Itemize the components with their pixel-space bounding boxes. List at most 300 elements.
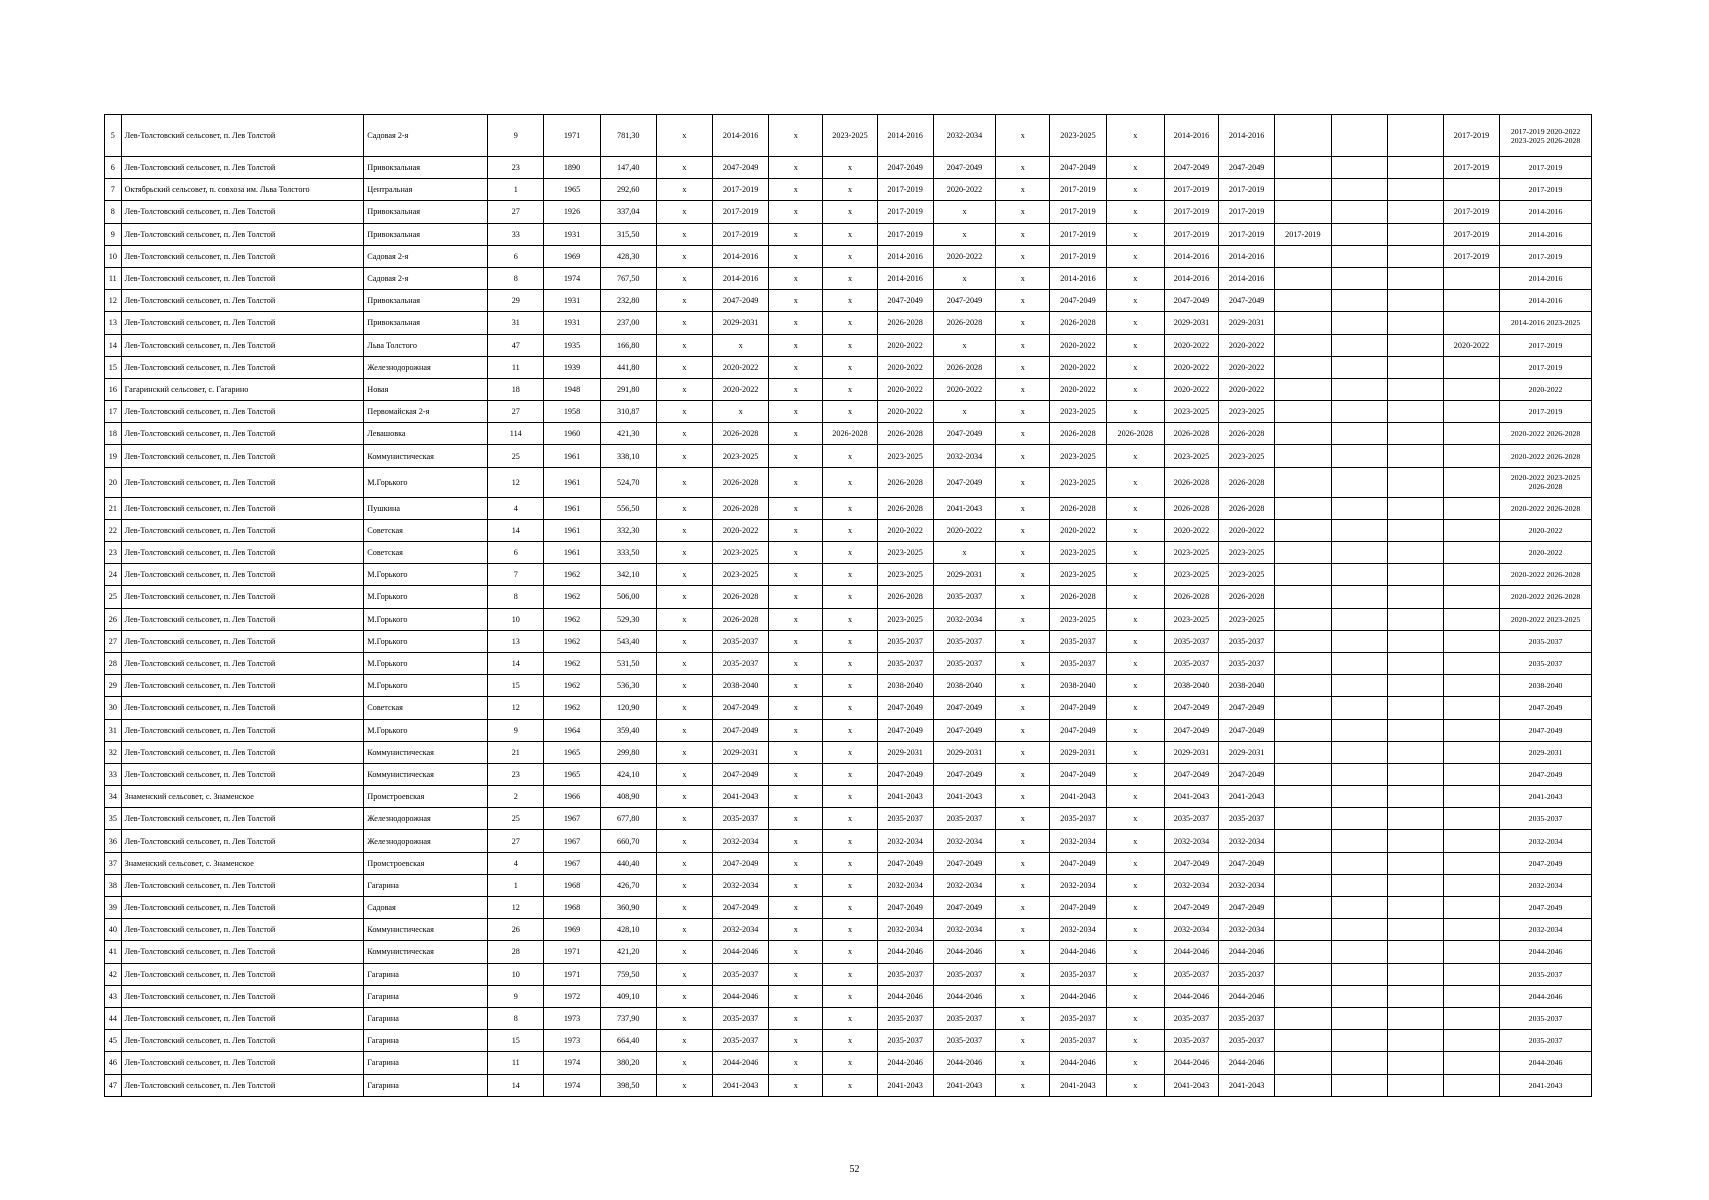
work-m-cell [1331, 963, 1387, 985]
work-n-cell [1387, 223, 1443, 245]
street-cell: Гагарина [364, 963, 488, 985]
work-i-cell: x [1106, 519, 1164, 541]
work-l-cell [1275, 652, 1331, 674]
house-number-cell: 7 [488, 564, 544, 586]
street-cell: М.Горького [364, 564, 488, 586]
work-o-cell [1443, 985, 1499, 1007]
work-i-cell: x [1106, 741, 1164, 763]
area-cell: 536,30 [600, 675, 656, 697]
table-row [105, 267, 1592, 289]
work-k-cell: 2029-2031 [1219, 312, 1275, 334]
work-i-cell: x [1106, 445, 1164, 467]
work-d-cell: x [823, 786, 877, 808]
work-i-cell: x [1106, 830, 1164, 852]
work-b-cell: 2023-2025 [713, 445, 769, 467]
work-e-cell: 2023-2025 [877, 564, 933, 586]
table-row [105, 852, 1592, 874]
work-o-cell [1443, 763, 1499, 785]
work-e-cell: 2017-2019 [877, 179, 933, 201]
work-n-cell [1387, 741, 1443, 763]
work-j-cell: 2023-2025 [1164, 542, 1218, 564]
work-i-cell: x [1106, 312, 1164, 334]
street-cell: Советская [364, 697, 488, 719]
table-row [105, 652, 1592, 674]
settlement-cell: Лев-Толстовский сельсовет, п. Лев Толстой [121, 741, 364, 763]
work-m-cell [1331, 675, 1387, 697]
work-c-cell: x [769, 608, 823, 630]
work-b-cell: 2026-2028 [713, 497, 769, 519]
work-j-cell: 2032-2034 [1164, 830, 1218, 852]
work-f-cell: x [933, 334, 995, 356]
work-c-cell: x [769, 312, 823, 334]
work-m-cell [1331, 267, 1387, 289]
area-cell: 409,10 [600, 985, 656, 1007]
area-cell: 677,80 [600, 808, 656, 830]
work-e-cell: 2014-2016 [877, 245, 933, 267]
work-h-cell: 2023-2025 [1050, 115, 1106, 157]
row-number-cell: 45 [105, 1030, 122, 1052]
work-g-cell: x [996, 963, 1050, 985]
work-k-cell: 2041-2043 [1219, 786, 1275, 808]
work-o-cell [1443, 874, 1499, 896]
work-n-cell [1387, 497, 1443, 519]
year-built-cell: 1960 [544, 423, 600, 445]
work-i-cell: x [1106, 941, 1164, 963]
work-h-cell: 2020-2022 [1050, 334, 1106, 356]
work-b-cell: 2017-2019 [713, 201, 769, 223]
work-k-cell: 2047-2049 [1219, 157, 1275, 179]
work-a-cell: x [656, 312, 712, 334]
work-f-cell: 2041-2043 [933, 497, 995, 519]
work-c-cell: x [769, 564, 823, 586]
work-i-cell: x [1106, 652, 1164, 674]
street-cell: Советская [364, 542, 488, 564]
work-l-cell [1275, 897, 1331, 919]
table-row [105, 356, 1592, 378]
work-n-cell [1387, 697, 1443, 719]
work-o-cell [1443, 919, 1499, 941]
work-e-cell: 2026-2028 [877, 586, 933, 608]
settlement-cell: Лев-Толстовский сельсовет, п. Лев Толстой [121, 1074, 364, 1096]
work-c-cell: x [769, 808, 823, 830]
work-o-cell [1443, 1030, 1499, 1052]
work-c-cell: x [769, 290, 823, 312]
work-g-cell: x [996, 115, 1050, 157]
work-m-cell [1331, 941, 1387, 963]
work-i-cell: x [1106, 786, 1164, 808]
settlement-cell: Лев-Толстовский сельсовет, п. Лев Толстой [121, 1030, 364, 1052]
table-row [105, 719, 1592, 741]
final-period-cell: 2017-2019 [1500, 157, 1592, 179]
table-row [105, 157, 1592, 179]
area-cell: 426,70 [600, 874, 656, 896]
work-m-cell [1331, 378, 1387, 400]
work-d-cell: x [823, 334, 877, 356]
work-f-cell: 2044-2046 [933, 985, 995, 1007]
work-n-cell [1387, 467, 1443, 497]
work-b-cell: 2014-2016 [713, 245, 769, 267]
work-e-cell: 2026-2028 [877, 423, 933, 445]
work-b-cell: 2017-2019 [713, 179, 769, 201]
work-e-cell: 2047-2049 [877, 719, 933, 741]
work-f-cell: x [933, 542, 995, 564]
work-c-cell: x [769, 1052, 823, 1074]
work-i-cell: x [1106, 157, 1164, 179]
year-built-cell: 1965 [544, 763, 600, 785]
work-i-cell: x [1106, 564, 1164, 586]
settlement-cell: Лев-Толстовский сельсовет, п. Лев Толстой [121, 401, 364, 423]
final-period-cell: 2017-2019 [1500, 334, 1592, 356]
work-j-cell: 2014-2016 [1164, 115, 1218, 157]
work-o-cell [1443, 941, 1499, 963]
street-cell: Коммунистическая [364, 919, 488, 941]
area-cell: 291,80 [600, 378, 656, 400]
table-row [105, 941, 1592, 963]
work-d-cell: x [823, 542, 877, 564]
work-a-cell: x [656, 445, 712, 467]
area-cell: 237,00 [600, 312, 656, 334]
work-a-cell: x [656, 985, 712, 1007]
work-n-cell [1387, 179, 1443, 201]
work-b-cell: x [713, 401, 769, 423]
work-e-cell: 2029-2031 [877, 741, 933, 763]
work-o-cell [1443, 697, 1499, 719]
row-number-cell: 25 [105, 586, 122, 608]
house-number-cell: 31 [488, 312, 544, 334]
work-j-cell: 2044-2046 [1164, 941, 1218, 963]
work-e-cell: 2023-2025 [877, 445, 933, 467]
work-f-cell: 2032-2034 [933, 830, 995, 852]
year-built-cell: 1965 [544, 741, 600, 763]
house-number-cell: 47 [488, 334, 544, 356]
work-a-cell: x [656, 542, 712, 564]
work-a-cell: x [656, 356, 712, 378]
work-g-cell: x [996, 179, 1050, 201]
work-l-cell [1275, 290, 1331, 312]
work-d-cell: x [823, 985, 877, 1007]
settlement-cell: Лев-Толстовский сельсовет, п. Лев Толстой [121, 630, 364, 652]
work-a-cell: x [656, 763, 712, 785]
work-h-cell: 2032-2034 [1050, 919, 1106, 941]
work-a-cell: x [656, 1030, 712, 1052]
year-built-cell: 1958 [544, 401, 600, 423]
work-m-cell [1331, 652, 1387, 674]
work-m-cell [1331, 564, 1387, 586]
table-row [105, 245, 1592, 267]
year-built-cell: 1890 [544, 157, 600, 179]
year-built-cell: 1968 [544, 874, 600, 896]
work-o-cell [1443, 719, 1499, 741]
work-e-cell: 2047-2049 [877, 852, 933, 874]
work-o-cell [1443, 586, 1499, 608]
work-i-cell: x [1106, 179, 1164, 201]
work-g-cell: x [996, 985, 1050, 1007]
work-l-cell [1275, 267, 1331, 289]
work-a-cell: x [656, 897, 712, 919]
work-m-cell [1331, 356, 1387, 378]
street-cell: Гагарина [364, 1074, 488, 1096]
work-g-cell: x [996, 245, 1050, 267]
work-c-cell: x [769, 423, 823, 445]
work-k-cell: 2044-2046 [1219, 941, 1275, 963]
work-i-cell: x [1106, 245, 1164, 267]
area-cell: 333,50 [600, 542, 656, 564]
year-built-cell: 1961 [544, 519, 600, 541]
work-d-cell: x [823, 201, 877, 223]
settlement-cell: Лев-Толстовский сельсовет, п. Лев Толстой [121, 334, 364, 356]
work-l-cell [1275, 157, 1331, 179]
work-m-cell [1331, 334, 1387, 356]
house-number-cell: 28 [488, 941, 544, 963]
work-j-cell: 2041-2043 [1164, 1074, 1218, 1096]
street-cell: Центральная [364, 179, 488, 201]
work-g-cell: x [996, 1007, 1050, 1029]
work-a-cell: x [656, 1074, 712, 1096]
work-n-cell [1387, 586, 1443, 608]
settlement-cell: Лев-Толстовский сельсовет, п. Лев Толстой [121, 267, 364, 289]
work-c-cell: x [769, 652, 823, 674]
work-a-cell: x [656, 874, 712, 896]
settlement-cell: Лев-Толстовский сельсовет, п. Лев Толстой [121, 608, 364, 630]
work-n-cell [1387, 519, 1443, 541]
work-k-cell: 2038-2040 [1219, 675, 1275, 697]
street-cell: М.Горького [364, 652, 488, 674]
final-period-cell: 2038-2040 [1500, 675, 1592, 697]
final-period-cell: 2032-2034 [1500, 919, 1592, 941]
table-row [105, 497, 1592, 519]
work-c-cell: x [769, 1007, 823, 1029]
street-cell: М.Горького [364, 586, 488, 608]
work-i-cell: x [1106, 1052, 1164, 1074]
work-k-cell: 2023-2025 [1219, 445, 1275, 467]
street-cell: Привокзальная [364, 290, 488, 312]
work-a-cell: x [656, 741, 712, 763]
work-k-cell: 2032-2034 [1219, 919, 1275, 941]
table-row [105, 401, 1592, 423]
house-number-cell: 11 [488, 356, 544, 378]
work-k-cell: 2035-2037 [1219, 1007, 1275, 1029]
work-n-cell [1387, 719, 1443, 741]
year-built-cell: 1961 [544, 542, 600, 564]
work-j-cell: 2017-2019 [1164, 201, 1218, 223]
area-cell: 759,50 [600, 963, 656, 985]
work-o-cell [1443, 378, 1499, 400]
work-l-cell [1275, 719, 1331, 741]
area-cell: 380,20 [600, 1052, 656, 1074]
work-a-cell: x [656, 115, 712, 157]
settlement-cell: Лев-Толстовский сельсовет, п. Лев Толстой [121, 586, 364, 608]
table-row [105, 423, 1592, 445]
work-n-cell [1387, 808, 1443, 830]
work-g-cell: x [996, 675, 1050, 697]
settlement-cell: Лев-Толстовский сельсовет, п. Лев Толстой [121, 519, 364, 541]
work-k-cell: 2035-2037 [1219, 630, 1275, 652]
work-c-cell: x [769, 334, 823, 356]
house-number-cell: 10 [488, 963, 544, 985]
work-i-cell: x [1106, 586, 1164, 608]
work-k-cell: 2023-2025 [1219, 542, 1275, 564]
work-e-cell: 2044-2046 [877, 1052, 933, 1074]
work-d-cell: 2026-2028 [823, 423, 877, 445]
work-c-cell: x [769, 245, 823, 267]
work-m-cell [1331, 1052, 1387, 1074]
table-row [105, 290, 1592, 312]
house-number-cell: 114 [488, 423, 544, 445]
table-row [105, 786, 1592, 808]
work-c-cell: x [769, 201, 823, 223]
row-number-cell: 17 [105, 401, 122, 423]
year-built-cell: 1962 [544, 608, 600, 630]
work-k-cell: 2017-2019 [1219, 179, 1275, 201]
year-built-cell: 1973 [544, 1007, 600, 1029]
work-e-cell: 2047-2049 [877, 697, 933, 719]
work-i-cell: 2026-2028 [1106, 423, 1164, 445]
work-j-cell: 2029-2031 [1164, 312, 1218, 334]
work-l-cell [1275, 401, 1331, 423]
work-k-cell: 2029-2031 [1219, 741, 1275, 763]
work-f-cell: 2020-2022 [933, 245, 995, 267]
work-f-cell: x [933, 401, 995, 423]
work-n-cell [1387, 378, 1443, 400]
work-h-cell: 2017-2019 [1050, 179, 1106, 201]
work-a-cell: x [656, 608, 712, 630]
work-o-cell: 2017-2019 [1443, 115, 1499, 157]
work-e-cell: 2044-2046 [877, 941, 933, 963]
work-f-cell: 2032-2034 [933, 919, 995, 941]
work-j-cell: 2041-2043 [1164, 786, 1218, 808]
year-built-cell: 1962 [544, 697, 600, 719]
work-d-cell: x [823, 356, 877, 378]
work-o-cell [1443, 1007, 1499, 1029]
work-j-cell: 2047-2049 [1164, 897, 1218, 919]
work-o-cell [1443, 519, 1499, 541]
work-f-cell: 2032-2034 [933, 115, 995, 157]
table-row [105, 519, 1592, 541]
street-cell: Гагарина [364, 874, 488, 896]
work-o-cell: 2017-2019 [1443, 245, 1499, 267]
work-b-cell: 2044-2046 [713, 941, 769, 963]
work-e-cell: 2047-2049 [877, 763, 933, 785]
work-f-cell: 2047-2049 [933, 697, 995, 719]
work-h-cell: 2017-2019 [1050, 223, 1106, 245]
work-d-cell: x [823, 919, 877, 941]
row-number-cell: 47 [105, 1074, 122, 1096]
table-row [105, 312, 1592, 334]
area-cell: 440,40 [600, 852, 656, 874]
year-built-cell: 1962 [544, 652, 600, 674]
year-built-cell: 1968 [544, 897, 600, 919]
work-i-cell: x [1106, 115, 1164, 157]
final-period-cell: 2035-2037 [1500, 652, 1592, 674]
area-cell: 506,00 [600, 586, 656, 608]
work-e-cell: 2020-2022 [877, 401, 933, 423]
work-g-cell: x [996, 719, 1050, 741]
year-built-cell: 1972 [544, 985, 600, 1007]
work-d-cell: x [823, 1074, 877, 1096]
year-built-cell: 1971 [544, 963, 600, 985]
work-i-cell: x [1106, 267, 1164, 289]
final-period-cell: 2035-2037 [1500, 1007, 1592, 1029]
work-d-cell: x [823, 963, 877, 985]
work-n-cell [1387, 919, 1443, 941]
work-i-cell: x [1106, 290, 1164, 312]
work-f-cell: 2029-2031 [933, 564, 995, 586]
street-cell: Первомайская 2-я [364, 401, 488, 423]
work-i-cell: x [1106, 401, 1164, 423]
work-c-cell: x [769, 675, 823, 697]
final-period-cell: 2044-2046 [1500, 941, 1592, 963]
work-n-cell [1387, 1030, 1443, 1052]
table-row [105, 179, 1592, 201]
work-f-cell: 2047-2049 [933, 157, 995, 179]
work-c-cell: x [769, 267, 823, 289]
work-o-cell [1443, 608, 1499, 630]
table-row [105, 630, 1592, 652]
house-number-cell: 10 [488, 608, 544, 630]
work-b-cell: 2020-2022 [713, 378, 769, 400]
work-j-cell: 2026-2028 [1164, 423, 1218, 445]
work-m-cell [1331, 423, 1387, 445]
work-n-cell [1387, 445, 1443, 467]
work-i-cell: x [1106, 874, 1164, 896]
work-c-cell: x [769, 586, 823, 608]
house-number-cell: 18 [488, 378, 544, 400]
work-j-cell: 2026-2028 [1164, 467, 1218, 497]
work-l-cell [1275, 245, 1331, 267]
work-l-cell [1275, 1007, 1331, 1029]
work-e-cell: 2035-2037 [877, 1030, 933, 1052]
work-d-cell: x [823, 763, 877, 785]
work-d-cell: 2023-2025 [823, 115, 877, 157]
work-b-cell: 2038-2040 [713, 675, 769, 697]
work-i-cell: x [1106, 985, 1164, 1007]
work-j-cell: 2047-2049 [1164, 719, 1218, 741]
work-j-cell: 2032-2034 [1164, 919, 1218, 941]
year-built-cell: 1931 [544, 312, 600, 334]
work-i-cell: x [1106, 697, 1164, 719]
work-k-cell: 2020-2022 [1219, 378, 1275, 400]
area-cell: 337,04 [600, 201, 656, 223]
street-cell: М.Горького [364, 675, 488, 697]
work-m-cell [1331, 467, 1387, 497]
settlement-cell: Лев-Толстовский сельсовет, п. Лев Толстой [121, 897, 364, 919]
work-h-cell: 2026-2028 [1050, 586, 1106, 608]
work-o-cell [1443, 675, 1499, 697]
settlement-cell: Знаменский сельсовет, с. Знаменское [121, 852, 364, 874]
area-cell: 332,30 [600, 519, 656, 541]
work-j-cell: 2035-2037 [1164, 1007, 1218, 1029]
work-g-cell: x [996, 697, 1050, 719]
work-n-cell [1387, 652, 1443, 674]
area-cell: 342,10 [600, 564, 656, 586]
work-d-cell: x [823, 445, 877, 467]
final-period-cell: 2020-2022 2026-2028 [1500, 497, 1592, 519]
house-number-cell: 25 [488, 808, 544, 830]
work-c-cell: x [769, 1030, 823, 1052]
final-period-cell: 2014-2016 [1500, 267, 1592, 289]
work-k-cell: 2026-2028 [1219, 586, 1275, 608]
work-h-cell: 2047-2049 [1050, 157, 1106, 179]
work-o-cell [1443, 445, 1499, 467]
work-n-cell [1387, 763, 1443, 785]
work-b-cell: 2026-2028 [713, 586, 769, 608]
row-number-cell: 16 [105, 378, 122, 400]
work-m-cell [1331, 201, 1387, 223]
work-f-cell: 2047-2049 [933, 423, 995, 445]
work-g-cell: x [996, 356, 1050, 378]
work-j-cell: 2026-2028 [1164, 586, 1218, 608]
work-b-cell: 2026-2028 [713, 467, 769, 497]
